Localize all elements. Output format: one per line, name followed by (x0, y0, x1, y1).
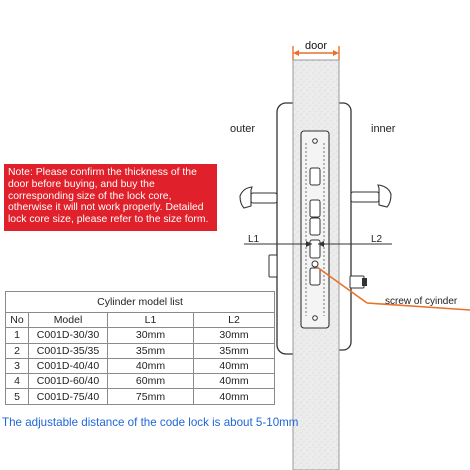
cell-no: 1 (6, 328, 29, 343)
door-label: door (304, 40, 328, 52)
table-row (6, 328, 275, 343)
adjustable-distance-note: The adjustable distance of the code lock is about 5-10mm (2, 416, 299, 429)
cylinder-screw (312, 261, 318, 267)
thickness-warning-note: Note: Please confirm the thickness of the door before buying, and buy the corresponding size of the lock core, otherwise it will not work properly. Detailed lock core size, please refer to the size form. (4, 164, 217, 231)
screw-label: screw of cyinder (385, 296, 458, 307)
lock-face-plate (301, 131, 329, 328)
table-title: Cylinder model list (6, 292, 275, 313)
cell-model: C001D-40/40 (29, 358, 108, 373)
inner-handle (351, 185, 391, 207)
cell-l1: 75mm (108, 389, 194, 404)
cell-model: C001D-35/35 (29, 343, 108, 358)
cell-model: C001D-75/40 (29, 389, 108, 404)
l2-label: L2 (371, 234, 383, 245)
cell-l1: 40mm (108, 358, 194, 373)
cell-l2: 35mm (194, 343, 275, 358)
cell-l2: 40mm (194, 374, 275, 389)
cell-no: 5 (6, 389, 29, 404)
cell-l1: 35mm (108, 343, 194, 358)
cell-no: 4 (6, 374, 29, 389)
cell-no: 2 (6, 343, 29, 358)
l1-label: L1 (248, 234, 260, 245)
cell-l2: 30mm (194, 328, 275, 343)
header-l2: L2 (194, 313, 275, 328)
table-title-row (6, 292, 275, 313)
cylinder-model-table (5, 291, 275, 405)
header-no: No (6, 313, 29, 328)
cell-l2: 40mm (194, 358, 275, 373)
header-l1: L1 (108, 313, 194, 328)
cell-l1: 60mm (108, 374, 194, 389)
cell-model: C001D-60/40 (29, 374, 108, 389)
cell-l2: 40mm (194, 389, 275, 404)
table-row (6, 389, 275, 404)
cell-no: 3 (6, 358, 29, 373)
table-header-row (6, 313, 275, 328)
outer-label: outer (230, 123, 256, 135)
table-row (6, 343, 275, 358)
inner-label: inner (371, 123, 396, 135)
header-model: Model (29, 313, 108, 328)
cell-l1: 30mm (108, 328, 194, 343)
table-row (6, 358, 275, 373)
outer-handle (240, 187, 277, 208)
table-row (6, 374, 275, 389)
cell-model: C001D-30/30 (29, 328, 108, 343)
